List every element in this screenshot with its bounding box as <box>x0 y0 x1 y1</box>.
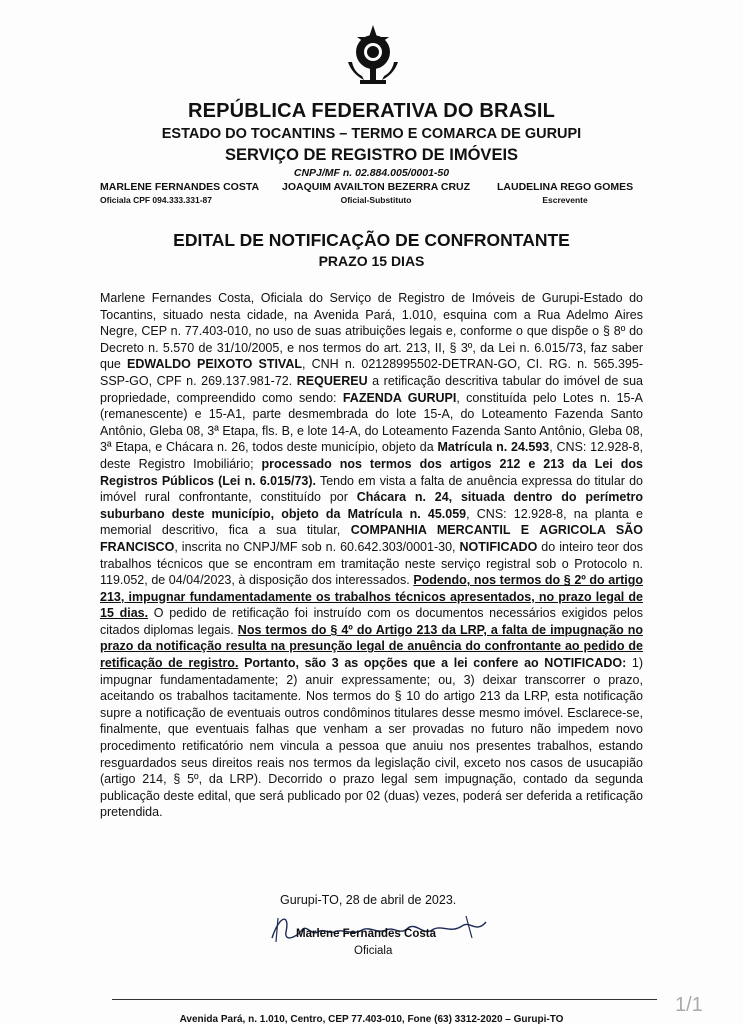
confrontant-property: Chácara n. 24, situada dentro do perímetro suburbano deste município, objeto da Matrícula n. 45.059 <box>100 490 643 521</box>
official-1-name: MARLENE FERNANDES COSTA <box>100 181 260 193</box>
body-text: , inscrita no CNPJ/MF sob n. 60.642.303/0001-30, <box>174 539 460 554</box>
edital-body <box>100 290 643 821</box>
document-title: EDITAL DE NOTIFICAÇÃO DE CONFRONTANTE <box>173 230 570 250</box>
country-heading: REPÚBLICA FEDERATIVA DO BRASIL <box>187 100 556 122</box>
body-text: , CNS: 12.928-8, na planta e memorial descritivo, fica a sua titular, <box>100 506 643 538</box>
underlined-clause: Podendo, nos termos do § 2º do artigo 213, impugnar fundamentadamente os trabalhos técnicos apresentados, no prazo legal de 15 dias. <box>100 573 644 621</box>
body-text: , constituída pelo Lotes n. 15-A (remanescente) e 15-A1, parte desmembrada do lote 15-A, do Loteamento Fazenda Santo Antônio, Gleba 08, 3ª Etapa, fls. B, e lote 14-A, do Loteamento Fazenda Santo Antônio, Gleba 08, 3ª Etapa, e Chácara n. 26, todos deste município, objeto da <box>100 390 643 455</box>
official-3 <box>497 181 633 205</box>
body-bold: NOTIFICADO <box>459 539 538 554</box>
body-text: Marlene Fernandes Costa, Oficiala do Serviço de Registro de Imóveis de Gurupi-Estado do Tocantins, situado nesta cidade, na Avenida Pará, 1.010, esquina com a Rua Adelmo Aires Negre, CEP n. 77.403-010, no uso de suas atribuições legais e, conforme o que dispõe o § 8º do Decreto n. 5.570 de 31/10/2005, e nos termos do art. 213, II, § 3º, da Lei n. 6.015/73, faz saber que <box>100 291 643 372</box>
body-text: , CNH n. 02128995502-DETRAN-GO, CI. RG. n. 565.395-SSP-GO, CPF n. 269.137.981-72. <box>100 357 643 388</box>
service-heading: SERVIÇO DE REGISTRO DE IMÓVEIS <box>224 146 519 164</box>
body-text: O pedido de retificação foi instruído com os documentos necessários exigidos pelos citados diplomas legais. <box>100 606 644 637</box>
official-3-name: LAUDELINA REGO GOMES <box>497 181 634 193</box>
requester-name: EDWALDO PEIXOTO STIVAL <box>127 357 303 372</box>
body-bold: REQUEREU <box>296 373 368 388</box>
state-heading: ESTADO DO TOCANTINS – TERMO E COMARCA DE GURUPI <box>161 126 582 142</box>
official-2 <box>282 181 470 205</box>
official-1 <box>100 181 259 205</box>
body-text: Tendo em vista a falta de anuência expressa do titular do imóvel rural confrontante, constituído por <box>100 473 643 505</box>
cnpj-line: CNPJ/MF n. 02.884.005/0001-50 <box>293 167 450 179</box>
signature-date: Gurupi-TO, 28 de abril de 2023. <box>280 893 457 907</box>
coat-of-arms-emblem <box>340 22 406 88</box>
notified-company: COMPANHIA MERCANTIL E AGRICOLA SÃO FRANCISCO <box>100 523 643 554</box>
official-2-role: Oficial-Substituto <box>340 195 412 205</box>
signatory-name: Marlene Fernandes Costa <box>296 928 436 940</box>
official-2-name: JOAQUIM AVAILTON BEZERRA CRUZ <box>282 181 471 193</box>
body-text: do inteiro teor dos trabalhos técnicos que se encontram em tramitação neste serviço registral sob o Protocolo n. 119.052, de 04/04/2023, à disposição dos interessados. <box>100 539 643 588</box>
body-text: 1) impugnar fundamentadamente; 2) anuir expressamente; ou, 3) deixar transcorrer o prazo, aceitando os trabalhos tacitamente. Nos termos do § 10 do artigo 213 da LRP, esta notificação supre a notificação de eventuais outros condôminos titulares desse mesmo imóvel. Esclarece-se, finalmente, que eventuais falhas que venham a ser provadas no futuro não impedem novo procedimento retificatório nem vincula a pessoa que anuiu nos presentes trabalhos, estando resguardados seus direitos reais nos termos da legislação civil, exceto nos casos de usucapião (artigo 214, § 5º, da LRP). Decorrido o prazo legal sem impugnação, contado da segunda publicação deste edital, que será publicado por 02 (duas) vezes, poderá ser deferida a retificação pretendida. <box>100 656 644 820</box>
registration-number: Matrícula n. 24.593 <box>437 440 550 455</box>
footer-divider <box>112 999 657 1000</box>
property-name: FAZENDA GURUPI <box>342 390 457 405</box>
body-text: , CNS: 12.928-8, deste Registro Imobiliário; <box>100 440 643 471</box>
signatory-role: Oficiala <box>354 945 393 957</box>
body-bold: Portanto, são 3 as opções que a lei confere ao NOTIFICADO: <box>238 656 627 671</box>
body-text: a retificação descritiva tabular do imóvel de sua propriedade, compreendido como sendo: <box>100 373 643 405</box>
official-1-role: Oficiala CPF 094.333.331-87 <box>100 195 212 205</box>
page-indicator: 1/1 <box>675 994 703 1016</box>
document-subtitle: PRAZO 15 DIAS <box>318 253 425 269</box>
body-bold: processado nos termos dos artigos 212 e 213 da Lei dos Registros Públicos (Lei n. 6.015/73). <box>100 456 643 488</box>
underlined-clause: Nos termos do § 4º do Artigo 213 da LRP, a falta de impugnação no prazo da notificação resulta na presunção legal de anuência do confrontante ao pedido de retificação de registro. <box>100 622 643 671</box>
footer-address: Avenida Pará, n. 1.010, Centro, CEP 77.403-010, Fone (63) 3312-2020 – Gurupi-TO <box>179 1014 564 1025</box>
official-3-role: Escrevente <box>542 195 588 205</box>
